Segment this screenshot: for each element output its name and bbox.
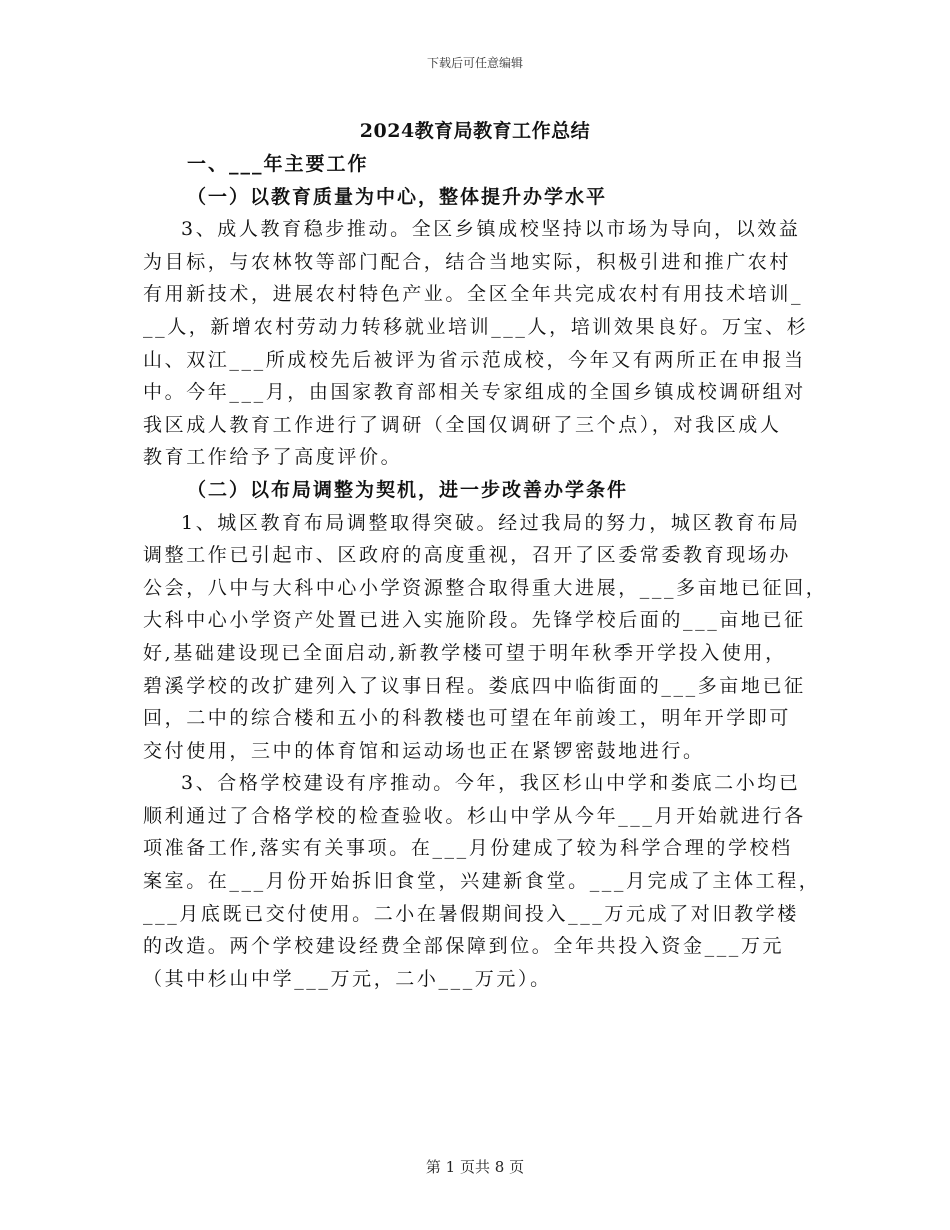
paragraph-line: 3、合格学校建设有序推动。今年，我区杉山中学和娄底二小均已 <box>181 772 801 795</box>
paragraph-line: ___月底既已交付使用。二小在暑假期间投入___万元成了对旧教学楼 <box>143 902 799 925</box>
paragraph-line: 顺利通过了合格学校的检查验收。杉山中学从今年___月开始就进行各 <box>143 804 806 827</box>
paragraph-line: __人，新增农村劳动力转移就业培训___人，培训效果良好。万宝、杉 <box>143 315 809 338</box>
paragraph-line: 中。今年___月，由国家教育部相关专家组成的全国乡镇成校调研组对 <box>143 381 806 404</box>
paragraph-line: 教育工作给予了高度评价。 <box>143 446 403 469</box>
paragraph-line: 大科中心小学资产处置已进入实施阶段。先锋学校后面的___亩地已征 <box>143 609 806 632</box>
paragraph-line: 好,基础建设现已全面启动,新教学楼可望于明年秋季开学投入使用， <box>143 641 787 664</box>
paragraph-line: 项准备工作,落实有关事项。在___月份建成了较为科学合理的学校档 <box>143 837 793 860</box>
paragraph-line: 我区成人教育工作进行了调研（全国仅调研了三个点），对我区成人 <box>143 413 782 436</box>
subsection-heading: （一）以教育质量为中心，整体提升办学水平 <box>187 185 608 208</box>
page-header: 下载后可任意编辑 <box>426 56 523 70</box>
section-heading: 一、___年主要工作 <box>187 153 369 175</box>
paragraph-line: 3、成人教育稳步推动。全区乡镇成校坚持以市场为导向，以效益 <box>181 218 801 241</box>
document-title: 2024教育局教育工作总结 <box>359 120 591 142</box>
page-footer: 第 1 页共 8 页 <box>425 1158 525 1176</box>
paragraph-line: 1、城区教育布局调整取得突破。经过我局的努力，城区教育布局 <box>181 511 801 534</box>
paragraph-line: （其中杉山中学___万元，二小___万元）。 <box>143 967 552 990</box>
paragraph-line: 的改造。两个学校建设经费全部保障到位。全年共投入资金___万元 <box>143 935 785 958</box>
subsection-heading: （二）以布局调整为契机，进一步改善办学条件 <box>187 478 629 501</box>
paragraph-line: 公会，八中与大科中心小学资源整合取得重大进展，___多亩地已征回， <box>143 576 828 599</box>
paragraph-line: 调整工作已引起市、区政府的高度重视，召开了区委常委教育现场办 <box>143 544 792 567</box>
paragraph-line: 交付使用，三中的体育馆和运动场也正在紧锣密鼓地进行。 <box>143 739 705 762</box>
document-body <box>143 148 828 995</box>
paragraph-line: 有用新技术，进展农村特色产业。全区全年共完成农村有用技术培训_ <box>143 283 804 306</box>
paragraph-line: 为目标，与农林牧等部门配合，结合当地实际，积极引进和推广农村 <box>143 250 792 273</box>
paragraph-line: 回，二中的综合楼和五小的科教楼也可望在年前竣工，明年开学即可 <box>143 707 792 730</box>
paragraph-line: 案室。在___月份开始拆旧食堂，兴建新食堂。___月完成了主体工程， <box>143 870 821 893</box>
paragraph-line: 碧溪学校的改扩建列入了议事日程。娄底四中临街面的___多亩地已征 <box>143 674 806 697</box>
paragraph-line: 山、双江___所成校先后被评为省示范成校，今年又有两所正在申报当 <box>143 348 806 371</box>
